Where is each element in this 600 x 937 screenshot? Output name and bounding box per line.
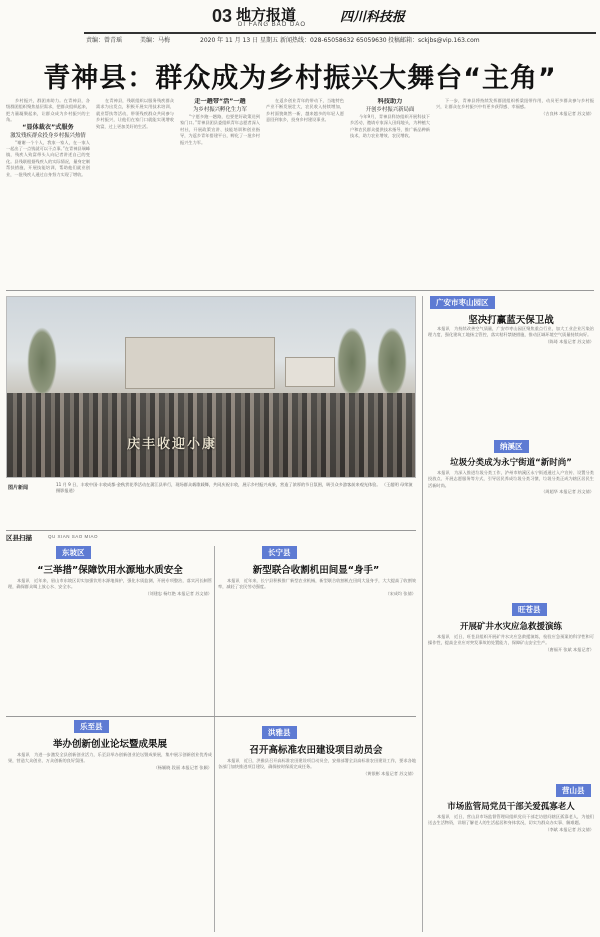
masthead xyxy=(0,0,600,44)
lead-subhead-5b: 开创乡村振兴新局面 xyxy=(365,107,415,113)
photo-banner-text: 庆丰收迎小康 xyxy=(127,437,218,452)
article-body-lezhi xyxy=(8,752,212,932)
photo-news-label: 图片新闻 xyxy=(8,485,29,491)
article-byline-yingshan: （李斌 本报记者 苏文倩） xyxy=(545,826,594,832)
article-body-naxi xyxy=(428,470,594,596)
photo-caption-text: 11 月 9 日，丰收中国·丰收成都·金秋赏花季活动在蒲江县举行，现场群众载歌载舞，共同庆祝丰收，展示乡村振兴成果，营造了浓厚的节日氛围，吸引众多游客前来观光体验。 xyxy=(56,482,381,487)
masthead-divider xyxy=(84,32,596,34)
lead-subhead-1: “显体裁衣”式服务 xyxy=(22,123,74,131)
column-header xyxy=(6,533,416,544)
section-pinyin: DI FANG BAO DAO xyxy=(238,22,307,28)
lead-column-1 xyxy=(6,98,90,286)
submission-email: 投稿邮箱：sckjbs@vip.163.com xyxy=(388,37,480,44)
lead-subhead-1b: 激发残疾群众投身乡村振兴热情 xyxy=(10,132,86,139)
article-byline-dongpo: （刘建忠 杨红艳 本报记者 苏文倩） xyxy=(145,590,212,596)
art-editor: 美编：马梅 xyxy=(140,37,171,44)
page-number: 03 xyxy=(212,6,233,26)
article-byline-changning: （宋成均 张倩） xyxy=(385,590,416,596)
county-tag-lezhi: 乐至县 xyxy=(74,720,109,733)
lead-divider xyxy=(6,290,594,291)
lead-column-4 xyxy=(266,98,344,286)
article-text-dongpo: 本报讯 近年来，眉山市东坡区切实加强饮用水源地保护，强化水质监测，开展专项整治，落实河长制管理，确保群众喝上放心水、安全水。 xyxy=(8,578,212,590)
article-title-yingshan: 市场监管局党员干部关爱孤寡老人 xyxy=(447,802,575,812)
article-title-dongpo: “三举措”保障饮用水源地水质安全 xyxy=(37,565,183,576)
photo-caption xyxy=(56,482,416,494)
lead-body-3: “宁愿多跑一趟路，也要把好政策送到家门口。”青神县团县委组织青年志愿者深入村社，开展政策宣讲、技能培训和创业指导，为返乡青年搭建平台，孵化了一批乡村振兴生力军。 xyxy=(180,114,260,145)
photo-news-image xyxy=(6,296,416,478)
column-name: 区县扫描 xyxy=(6,534,32,542)
article-byline-lezhi: （杨颖晓 段丽 本报记者 张颖） xyxy=(153,764,212,770)
article-title-wangcang: 开展矿井水灾应急救援演练 xyxy=(459,622,562,632)
building-shape-2 xyxy=(285,357,335,387)
column-pinyin: QU XIAN SAO MIAO xyxy=(48,534,99,539)
article-body-changning xyxy=(218,578,416,712)
county-tag-yingshan: 营山县 xyxy=(556,784,591,797)
article-text-wangcang: 本报讯 近日，旺苍县组织开展矿井水灾应急救援演练，检验应急预案的科学性和可操作性，提高企业应对突发事故的处置能力，保障矿山安全生产。 xyxy=(428,634,594,646)
article-title-naxi: 垃圾分类成为永宁街道“新时尚” xyxy=(450,458,572,468)
lead-subhead-3b: 为乡村振兴孵化生力军 xyxy=(193,107,247,113)
lead-subhead-3: 走一趟带“活”一趟 xyxy=(194,98,246,105)
county-tag-wangcang: 旺苍县 xyxy=(512,603,547,616)
building-shape xyxy=(125,337,275,389)
sidebar-divider xyxy=(422,296,423,932)
article-text-hongya: 本报讯 近日，洪雅县召开高标准农田建设项目动员会，安排部署全县高标准农田建设工作，要求各地各部门加快推进项目建设，确保按时保质完成任务。 xyxy=(218,758,416,770)
bottom-mid-divider xyxy=(6,716,416,717)
lead-headline: 青神县：群众成为乡村振兴大舞台“主角” xyxy=(43,63,557,94)
article-title-changning: 新型联合收割机田间显“身手” xyxy=(252,565,380,576)
article-body-hongya xyxy=(218,758,416,932)
article-body-guangan xyxy=(428,326,594,436)
newspaper-logo: 四川科技报 xyxy=(340,10,406,25)
lead-byline: （古良林 本报记者 苏文倩） xyxy=(541,110,594,116)
county-tag-naxi: 纳溪区 xyxy=(494,440,529,453)
lead-column-5 xyxy=(350,98,430,286)
bottom-divider xyxy=(6,530,416,531)
article-byline-wangcang: （唐福开 张斌 本报记者） xyxy=(545,646,594,652)
county-tag-changning: 长宁县 xyxy=(262,546,297,559)
article-title-lezhi: 举办创新创业论坛暨成果展 xyxy=(52,739,167,750)
section-name: 地方报道 xyxy=(236,6,297,24)
photo-byline: （王超明 母荣演 摄影报道） xyxy=(56,482,413,493)
lead-column-6 xyxy=(436,98,594,286)
county-tag-dongpo: 东坡区 xyxy=(56,546,91,559)
lead-body-1: “谢谢一个个人，我家一家人，在一家人一起出了一点钱就可以干点事。”在青神县瑞峰镇，残疾人致富带头人向记者讲述自己的变化。县残联根据残疾人的实际情况，量身定制帮扶措施，开展技能培训，帮助他们就业创业，一批残疾人通过自身努力实现了增收。 xyxy=(6,139,90,177)
lead-subhead-5: 科技助力 xyxy=(377,98,403,105)
issue-date: 2020 年 11 月 13 日 星期五 xyxy=(200,37,278,44)
bottom-column-divider xyxy=(214,546,215,932)
lead-body-5: 今年9月，青神县科协组织开展科技下乡活动，邀请专家深入田间地头，为种植大户和农民群众提供技术指导，推广新品种新技术，助力农业增效、农民增收。 xyxy=(350,114,430,139)
article-byline-guangan: （陈琦 本报记者 苏文倩） xyxy=(545,338,594,344)
article-title-hongya: 召开高标准农田建设项目动员会 xyxy=(249,745,383,756)
lead-intro: 乡村振兴，群团来助力。在青神县，各级群团组织聚焦基层需求，把群众组织起来，把力量凝聚起来，让群众成为乡村振兴的主角。 xyxy=(6,98,90,123)
editor: 责编：曾青瑶 xyxy=(86,37,123,44)
article-body-yingshan xyxy=(428,814,594,932)
article-text-changning: 本报讯 近年来，长宁县积极推广新型农业机械，新型联合收割机在田间大显身手，大大提高了收割效率，减轻了农民劳动强度。 xyxy=(218,578,416,590)
county-tag-guangan: 广安市枣山园区 xyxy=(430,296,495,309)
news-hotline: 新闻热线：028-65058632 65059630 xyxy=(280,37,387,44)
lead-column-3 xyxy=(180,98,260,286)
lead-body-6: 下一步，青神县将持续发挥群团组织桥梁纽带作用，动员更多群众参与乡村振兴，让群众在乡村振兴中有更多获得感、幸福感。 xyxy=(436,98,594,110)
lead-body-2: 在青神县，残联组织以服务残疾群众需求为出发点，积极开展实用技术培训、就业帮扶等活动，带领残疾群众共同参与乡村振兴，让他们在家门口就能实现增收致富，过上更加美好的生活。 xyxy=(96,98,174,129)
article-body-wangcang xyxy=(428,634,594,774)
article-text-lezhi: 本报讯 为进一步激发全县创新创业活力，乐至县举办创新创业论坛暨成果展，集中展示创新创业优秀成果，营造大众创业、万众创新的良好氛围。 xyxy=(8,752,212,764)
article-text-naxi: 本报讯 为深入推进垃圾分类工作，泸州市纳溪区永宁街道通过入户宣传、设置分类投放点、开展志愿服务等方式，引导居民养成垃圾分类习惯，垃圾分类正成为辖区居民生活新时尚。 xyxy=(428,470,594,488)
article-byline-hongya: （黄银彬 本报记者 苏文倩） xyxy=(363,770,416,776)
article-body-dongpo xyxy=(8,578,212,712)
county-tag-hongya: 洪雅县 xyxy=(262,726,297,739)
article-byline-naxi: （周超华 本报记者 苏文倩） xyxy=(541,489,594,495)
article-text-guangan: 本报讯 为持续改善空气质量，广安市枣山园区聚焦重点行业，加大工业企业污染治理力度，强化建筑工地扬尘管控，落实秸秆禁烧措施，推动区域环境空气质量持续向好。 xyxy=(428,326,594,338)
article-text-yingshan: 本报讯 近日，营山县市场监督管理局组织党员干部走访慰问辖区孤寡老人，为他们送去生活物资，详细了解老人的生活起居和身体状况，切实为群众办实事、解难题。 xyxy=(428,814,594,826)
article-title-guangan: 坚决打赢蓝天保卫战 xyxy=(468,315,554,326)
lead-body-4: 在返乡创业青年的带动下，当地特色产业不断发展壮大，农民收入持续增加，乡村面貌焕然一新，越来越多的年轻人愿意回到家乡，投身乡村建设事业。 xyxy=(266,98,344,123)
lead-column-2 xyxy=(96,98,174,286)
